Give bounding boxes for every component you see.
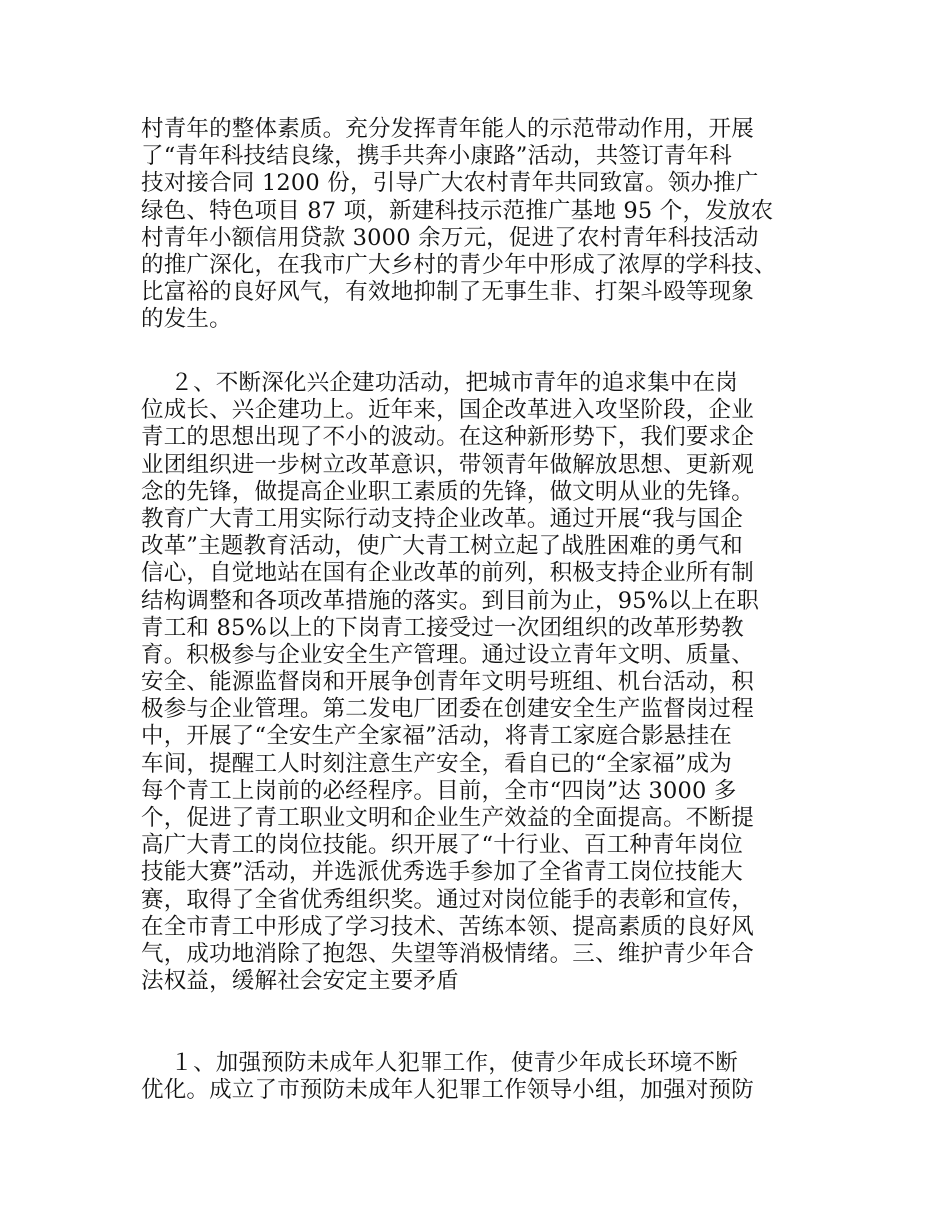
text-line: 念的先锋，做提高企业职工素质的先锋，做文明从业的先锋。 xyxy=(141,478,754,505)
text-line: 气，成功地消除了抱怨、失望等消极情绪。三、维护青少年合 xyxy=(141,940,754,967)
text-line: 比富裕的良好风气，有效地抑制了无事生非、打架斗殴等现象 xyxy=(141,279,754,306)
text-line: 了“青年科技结良缘，携手共奔小康路”活动，共签订青年科 xyxy=(141,143,732,170)
text-line: 技对接合同 1200 份，引导广大农村青年共同致富。领办推广 xyxy=(141,170,759,197)
text-line: 法权益，缓解社会安定主要矛盾 xyxy=(141,968,459,995)
paragraph-juvenile-crime-prevention xyxy=(141,1050,821,1104)
paragraph-enterprise-youth xyxy=(141,370,821,995)
text-line: 村青年的整体素质。充分发挥青年能人的示范带动作用，开展 xyxy=(141,116,754,142)
paragraph-rural-youth-tech xyxy=(141,116,821,334)
text-line: 结构调整和各项改革措施的落实。到目前为止，95%以上在职 xyxy=(141,587,760,614)
text-line: 村青年小额信用贷款 3000 余万元，促进了农村青年科技活动 xyxy=(141,224,759,251)
text-line: 的推广深化，在我市广大乡村的青少年中形成了浓厚的学科技、 xyxy=(141,251,777,278)
text-line: 在全市青工中形成了学习技术、苦练本领、提高素质的良好风 xyxy=(141,913,754,940)
text-line: 业团组织进一步树立改革意识，带领青年做解放思想、更新观 xyxy=(141,451,754,478)
text-line: 赛，取得了全省优秀组织奖。通过对岗位能手的表彰和宣传， xyxy=(141,886,754,913)
text-line: 技能大赛”活动，并选派优秀选手参加了全省青工岗位技能大 xyxy=(141,859,743,886)
text-line: 绿色、特色项目 87 项，新建科技示范推广基地 95 个，发放农 xyxy=(141,197,774,224)
text-line: 高广大青工的岗位技能。织开展了“十行业、百工种青年岗位 xyxy=(141,832,743,859)
text-line: 极参与企业管理。第二发电厂团委在创建安全生产监督岗过程 xyxy=(141,696,754,723)
text-line: ２、不断深化兴企建功活动，把城市青年的追求集中在岗 xyxy=(141,370,738,396)
text-line: 教育广大青工用实际行动支持企业改革。通过开展“我与国企 xyxy=(141,505,743,532)
text-line: 位成长、兴企建功上。近年来，国企改革进入攻坚阶段，企业 xyxy=(141,397,754,424)
text-line: 个，促进了青工职业文明和企业生产效益的全面提高。不断提 xyxy=(141,805,754,831)
text-line: １、加强预防未成年人犯罪工作，使青少年成长环境不断 xyxy=(141,1050,738,1076)
text-line: 安全、能源监督岗和开展争创青年文明号班组、机台活动，积 xyxy=(141,669,754,696)
text-line: 青工和 85%以上的下岗青工接受过一次团组织的改革形势教 xyxy=(141,614,744,641)
text-line: 的发生。 xyxy=(141,306,232,333)
text-line: 车间，提醒工人时刻注意生产安全，看自已的“全家福”成为 xyxy=(141,750,732,777)
text-line: 青工的思想出现了不小的波动。在这种新形势下，我们要求企 xyxy=(141,424,754,451)
text-line: 中，开展了“全安生产全家福”活动，将青工家庭合影悬挂在 xyxy=(141,723,732,750)
text-line: 优化。成立了市预防未成年人犯罪工作领导小组，加强对预防 xyxy=(141,1077,754,1104)
text-line: 改革”主题教育活动，使广大青工树立起了战胜困难的勇气和 xyxy=(141,533,743,560)
text-line: 信心，自觉地站在国有企业改革的前列，积极支持企业所有制 xyxy=(141,560,754,587)
text-line: 每个青工上岗前的必经程序。目前，全市“四岗”达 3000 多 xyxy=(141,777,737,804)
text-line: 育。积极参与企业安全生产管理。通过设立青年文明、质量、 xyxy=(141,641,754,668)
